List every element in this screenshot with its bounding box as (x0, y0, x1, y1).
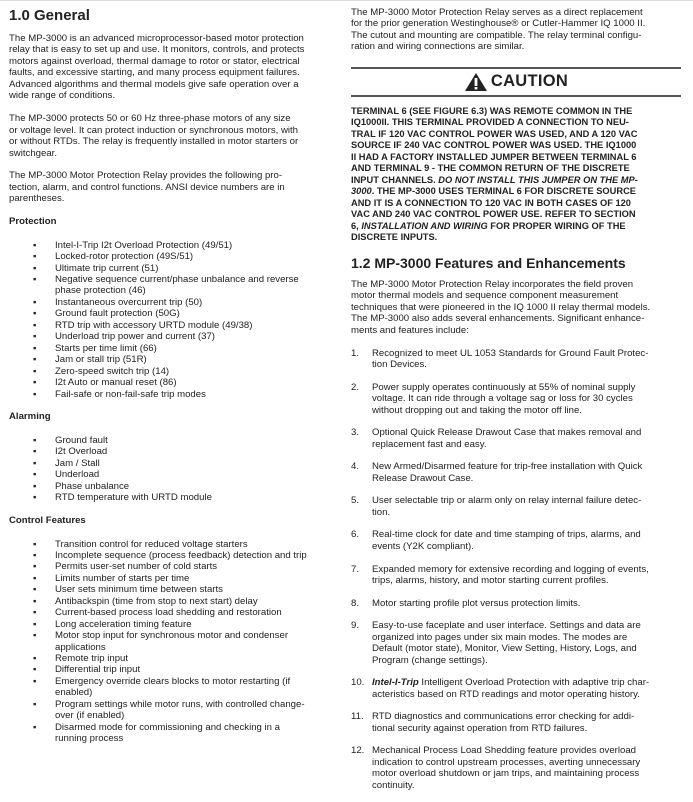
bullet-icon: ▪ (33, 342, 37, 354)
bullet-icon: ▪ (33, 354, 37, 366)
list-item-text: RTD trip with accessory URTD module (49/38) (55, 319, 253, 331)
list-item (9, 619, 344, 630)
feature-text: Motor starting profile plot versus protection limits. (372, 597, 581, 609)
list-item-text: Zero-speed switch trip (14) (55, 365, 170, 377)
feature-number: 1. (351, 347, 360, 359)
bullet-icon: ▪ (33, 721, 37, 733)
list-item-text: Disarmed mode for commissioning and checking in a running process (55, 721, 281, 745)
list-item-text: Fail-safe or non-fail-safe trip modes (55, 388, 206, 400)
bullet-icon: ▪ (33, 388, 37, 400)
feature-item (351, 348, 681, 371)
list-item (9, 343, 344, 354)
feature-number: 10. (351, 677, 365, 689)
bullet-icon: ▪ (33, 607, 37, 619)
feature-item (351, 382, 681, 416)
feature-item (351, 711, 681, 734)
list-item (9, 573, 344, 584)
alarming-list (9, 435, 344, 504)
feature-number: 2. (351, 381, 360, 393)
feature-text: Optional Quick Release Drawout Case that makes removal and replacement fast and easy. (372, 427, 642, 450)
list-item-text: RTD temperature with URTD module (55, 492, 212, 504)
feature-text: Real-time clock for date and time stamping of trips, alarms, and events (Y2K compliant). (372, 529, 641, 552)
list-item-text: Ultimate trip current (51) (55, 262, 159, 274)
section-title-features: 1.2 MP-3000 Features and Enhancements (351, 254, 626, 271)
list-item-text: Underload (55, 469, 100, 481)
feature-text: Expanded memory for extensive recording and logging of events, trips, alarms, history, and motor starting current profiles. (372, 563, 649, 586)
bullet-icon: ▪ (33, 675, 37, 687)
feature-item (351, 461, 681, 484)
list-item-text: Motor stop input for synchronous motor and condenser applications (55, 630, 289, 653)
feature-text: New Armed/Disarmed feature for trip-free installation with Quick Release Drawout Case. (372, 461, 643, 484)
bullet-icon: ▪ (33, 630, 37, 642)
feature-number: 8. (351, 597, 360, 609)
list-item (9, 435, 344, 446)
list-item (9, 251, 344, 262)
list-item-text: Locked-rotor protection (49S/51) (55, 251, 194, 263)
list-item (9, 481, 344, 492)
feature-text: Intelligent Overload Protection with adaptive trip char- acteristics based on RTD readings and motor operating history. (372, 677, 650, 700)
feature-item (351, 495, 681, 518)
subheading-control-features: Control Features (9, 515, 86, 527)
paragraph: The MP-3000 protects 50 or 60 Hz three-phase motors of any size or voltage level. It can protect induction or synchronous motors, with or without RTDs. The relay is frequently installed in motor starters or switchgear. (9, 113, 299, 159)
caution-text-part: TERMINAL 6 (SEE FIGURE 6.3) WAS REMOTE COMMON IN THE IQ1000II. THIS TERMINAL PROVIDED A CONNECTION TO NEU- TRAL IF 120 VAC CONTROL POWER WAS USED, AND A 120 VAC SOURCE IF 240 VAC CONTROL POWER WAS USED. THE IQ1000 II HAD A FACTORY INSTALLED JUMPER BETWEEN TERMINAL 6 AND TERMINAL 9 - THE COMMON RETURN OF THE DISCRETE INPUT CHANNELS. (351, 105, 638, 185)
paragraph: The MP-3000 Motor Protection Relay provides the following pro- tection, alarm, and control functions. ANSI device numbers are in parentheses. (9, 170, 285, 205)
bullet-icon: ▪ (33, 480, 37, 492)
list-item (9, 630, 344, 653)
section-title-general: 1.0 General (9, 7, 90, 24)
caution-text (351, 106, 681, 244)
bullet-icon: ▪ (33, 262, 37, 274)
list-item (9, 366, 344, 377)
caution-top-rule (351, 67, 681, 69)
bullet-icon: ▪ (33, 365, 37, 377)
bullet-icon: ▪ (33, 618, 37, 630)
right-column (351, 0, 681, 802)
list-item-text: Differential trip input (55, 664, 141, 676)
subheading-protection: Protection (9, 216, 57, 228)
feature-text: RTD diagnostics and communications error checking for addi- tional security against operation from RTD failures. (372, 711, 635, 734)
bullet-icon: ▪ (33, 319, 37, 331)
feature-item (351, 564, 681, 587)
features-list (351, 348, 681, 792)
list-item (9, 539, 344, 550)
feature-item (351, 677, 681, 700)
list-item (9, 377, 344, 388)
list-item-text: Jam or stall trip (51R) (55, 354, 147, 366)
list-item-text: Remote trip input (55, 653, 129, 665)
list-item (9, 653, 344, 664)
bullet-icon: ▪ (33, 239, 37, 251)
list-item-text: User sets minimum time between starts (55, 584, 223, 596)
caution-italic-warning: DO NOT INSTALL THIS JUMPER ON THE MP- 3000 (351, 174, 638, 197)
list-item (9, 240, 344, 251)
bullet-icon: ▪ (33, 296, 37, 308)
caution-label: CAUTION (490, 72, 569, 91)
bullet-icon: ▪ (33, 584, 37, 596)
feature-text: Mechanical Process Load Shedding feature provides overload indication to control upstream processes, averting unnecessary motor overload shutdown or jam trips, and maintaining process continuity. (372, 745, 641, 791)
left-column (9, 0, 344, 756)
list-item (9, 274, 344, 297)
list-item (9, 699, 344, 722)
list-item-text: Starts per time limit (66) (55, 342, 157, 354)
caution-text-part: FOR PROPER WIRING OF THE DISCRETE INPUTS. (351, 220, 626, 243)
subheading-alarming: Alarming (9, 411, 51, 423)
list-item (9, 676, 344, 699)
replacement-paragraph: The MP-3000 Motor Protection Relay serves as a direct replacement for the prior generation Westinghouse® or Cutler-Hammer IQ 1000 II. The cutout and mounting are compatible. The relay terminal configu- ration and wiring connections are similar. (351, 7, 646, 53)
bullet-icon: ▪ (33, 434, 37, 446)
list-item (9, 664, 344, 675)
list-item (9, 607, 344, 618)
list-item (9, 320, 344, 331)
list-item (9, 584, 344, 595)
bullet-icon: ▪ (33, 492, 37, 504)
list-item-text: Jam / Stall (55, 457, 100, 469)
bullet-icon: ▪ (33, 251, 37, 263)
list-item-text: Emergency override clears blocks to motor restarting (if enabled) (55, 675, 291, 699)
bullet-icon: ▪ (33, 698, 37, 710)
feature-text: Power supply operates continuously at 55% of nominal supply voltage. It can ride through a voltage sag or loss for 30 cycles without dropping out and taking the motor off line. (372, 381, 636, 416)
feature-number: 3. (351, 427, 360, 439)
list-item-text: I2t Overload (55, 446, 108, 458)
bullet-icon: ▪ (33, 331, 37, 343)
list-item (9, 492, 344, 503)
list-item (9, 297, 344, 308)
feature-number: 5. (351, 495, 360, 507)
list-item-text: Long acceleration timing feature (55, 618, 192, 630)
list-item-text: Underload trip power and current (37) (55, 331, 215, 343)
caution-header (351, 71, 681, 93)
list-item (9, 458, 344, 469)
list-item-text: Ground fault protection (50G) (55, 308, 180, 320)
bullet-icon: ▪ (33, 561, 37, 573)
caution-box (351, 67, 681, 244)
feature-number: 6. (351, 529, 360, 541)
feature-item (351, 529, 681, 552)
bullet-icon: ▪ (33, 446, 37, 458)
feature-text: User selectable trip or alarm only on relay internal failure detec- tion. (372, 495, 642, 518)
caution-text-part: . THE MP-3000 USES TERMINAL 6 FOR DISCRETE SOURCE AND IT IS A CONNECTION TO 120 VAC IN BOTH CASES OF 120 VAC AND 240 VAC CONTROL POWER USE. REFER TO SECTION 6, (351, 186, 637, 231)
protection-list (9, 240, 344, 400)
bullet-icon: ▪ (33, 653, 37, 665)
bullet-icon: ▪ (33, 664, 37, 676)
bullet-icon: ▪ (33, 308, 37, 320)
list-item (9, 469, 344, 480)
warning-triangle-icon (464, 72, 488, 92)
caution-italic-section-ref: INSTALLATION AND WIRING (361, 220, 488, 231)
bullet-icon: ▪ (33, 274, 37, 286)
feature-brand-name: Intel-I-Trip (372, 677, 419, 689)
paragraph: The MP-3000 is an advanced microprocessor-based motor protection relay that is easy to set up and use. It monitors, controls, and protects motors against overload, thermal damage to rotor or stator, electrical faults, and excessive starting, and many process equipment failures. Advanced algorithms and thermal models give safe operation over a wide range of conditions. (9, 33, 305, 102)
list-item-text: Program settings while motor runs, with controlled change- over (if enabled) (55, 698, 305, 722)
list-item (9, 389, 344, 400)
list-item-text: Current-based process load shedding and restoration (55, 607, 282, 619)
list-item (9, 308, 344, 319)
list-item-text: Transition control for reduced voltage starters (55, 538, 248, 550)
feature-number: 12. (351, 745, 365, 757)
list-item-text: Antibackspin (time from stop to next start) delay (55, 595, 258, 607)
list-item-text: Instantaneous overcurrent trip (50) (55, 296, 203, 308)
list-item (9, 561, 344, 572)
bullet-icon: ▪ (33, 457, 37, 469)
list-item (9, 263, 344, 274)
list-item (9, 596, 344, 607)
list-item (9, 550, 344, 561)
list-item-text: Intel-I-Trip I2t Overload Protection (49/51) (55, 239, 233, 251)
feature-item (351, 620, 681, 666)
list-item-text: Limits number of starts per time (55, 572, 190, 584)
control-features-list (9, 539, 344, 745)
feature-number: 11. (351, 711, 364, 723)
feature-number: 9. (351, 620, 360, 632)
list-item-text: I2t Auto or manual reset (86) (55, 377, 177, 389)
list-item-text: Ground fault (55, 434, 108, 446)
feature-item (351, 427, 681, 450)
bullet-icon: ▪ (33, 377, 37, 389)
feature-number: 7. (351, 563, 360, 575)
bullet-icon: ▪ (33, 595, 37, 607)
feature-item (351, 745, 681, 791)
caution-bottom-rule (351, 95, 681, 97)
feature-number: 4. (351, 461, 360, 473)
list-item (9, 331, 344, 342)
list-item-text: Incomplete sequence (process feedback) detection and trip (55, 549, 307, 561)
features-intro-paragraph: The MP-3000 Motor Protection Relay incorporates the field proven motor thermal models and sequence component measurement techniques that were pioneered in the IQ 1000 II relay thermal models. The MP-3000 also adds several enhancements. Significant enhance- ments and features include: (351, 278, 651, 336)
bullet-icon: ▪ (33, 549, 37, 561)
bullet-icon: ▪ (33, 572, 37, 584)
feature-text: Recognized to meet UL 1053 Standards for Ground Fault Protec- tion Devices. (372, 347, 649, 370)
bullet-icon: ▪ (33, 538, 37, 550)
bullet-icon: ▪ (33, 469, 37, 481)
list-item (9, 446, 344, 457)
list-item-text: Phase unbalance (55, 480, 130, 492)
list-item-text: Permits user-set number of cold starts (55, 561, 218, 573)
list-item-text: Negative sequence current/phase unbalance and reverse phase protection (46) (55, 274, 299, 297)
list-item (9, 722, 344, 745)
list-item (9, 354, 344, 365)
feature-text: Easy-to-use faceplate and user interface. Settings and data are organized into pages under six main modes. The modes are Default (motor state), Monitor, View Setting, History, Logs, and Program (change settings). (372, 620, 641, 666)
feature-item (351, 598, 681, 609)
